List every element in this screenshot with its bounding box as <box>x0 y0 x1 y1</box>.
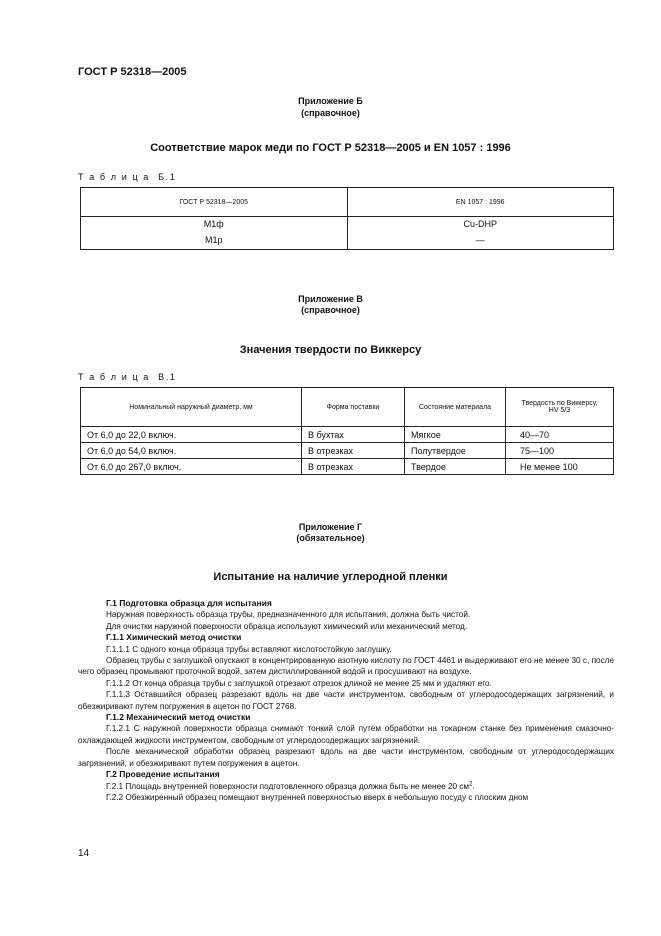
table-b1-header-en: EN 1057 : 1996 <box>347 188 614 217</box>
table-v1-caption: Т а б л и ц а В.1 <box>78 372 177 382</box>
table-v1 <box>80 387 614 475</box>
table-cell: В отрезках <box>302 443 405 459</box>
table-cell: Не менее 100 <box>506 459 614 475</box>
annex-b-kind: (справочное) <box>301 108 360 118</box>
annex-v-kind: (справочное) <box>301 305 360 315</box>
table-v1-header-diameter: Номинальный наружный диаметр, мм <box>81 388 302 427</box>
table-cell: — <box>347 231 614 250</box>
table-row <box>81 217 614 232</box>
table-cell: Мягкое <box>405 427 506 443</box>
annex-g-kind: (обязательное) <box>296 533 365 543</box>
paragraph: Г.1.1.1 С одного конца образца трубы вставляют кислотостойкую заглушку. <box>106 644 392 654</box>
table-b1-caption: Т а б л и ц а Б.1 <box>78 172 177 182</box>
section-heading: Г.2 Проведение испытания <box>106 769 220 780</box>
section-heading: Г.1 Подготовка образца для испытания <box>106 598 272 608</box>
paragraph: Г.1.1.3 Оставшийся образец разрезают вдоль на две части инструментом, свободным от углеродосодержащих загрязнений, и обезжиривают путем погружения в ацетон по ГОСТ 2768. <box>78 690 614 711</box>
table-b1-header-gost: ГОСТ Р 52318—2005 <box>81 188 348 217</box>
annex-g-label: Приложение Г <box>298 522 363 532</box>
table-b1 <box>80 187 614 250</box>
table-row <box>81 459 614 475</box>
table-row <box>81 231 614 250</box>
paragraph: Г.2.2 Обезжиренный образец помещают внутренней поверхностью вверх в небольшую посуду с плоским дном <box>106 792 529 802</box>
superscript: 2 <box>469 780 473 787</box>
paragraph: Наружная поверхность образца трубы, предназначенного для испытания, должна быть чистой. <box>106 610 471 620</box>
table-row <box>81 443 614 459</box>
hardness-header-line2: HV 5/3 <box>548 407 571 414</box>
table-v1-header-hardness <box>506 388 614 427</box>
page-number: 14 <box>78 848 90 859</box>
table-cell: М1ф <box>81 217 348 232</box>
paragraph: Образец трубы с заглушкой опускают в концентрированную азотную кислоту по ГОСТ 4461 и выдерживают его не менее 30 с, после чего образец промывают проточной водой, затем дистиллированной водой и просушивают на воздухе. <box>78 656 614 677</box>
paragraph <box>78 781 614 792</box>
table-cell: От 6,0 до 22,0 включ. <box>81 427 302 443</box>
table-cell: От 6,0 до 54,0 включ. <box>81 443 302 459</box>
standard-header: ГОСТ Р 52318—2005 <box>78 66 187 78</box>
annex-g-body <box>78 598 614 803</box>
hardness-header-line1: Твердость по Виккерсу, <box>521 400 598 407</box>
table-cell: 75—100 <box>506 443 614 459</box>
table-cell: От 6,0 до 267,0 включ. <box>81 459 302 475</box>
paragraph: После механической обработки образец разрезают вдоль на две части инструментом, свободным от углеродосодержащих загрязнений, и обезжиривают путем погружения в ацетон. <box>78 747 614 768</box>
table-cell: В бухтах <box>302 427 405 443</box>
annex-g-title: Испытание на наличие углеродной пленки <box>213 571 448 583</box>
annex-b-title: Соответствие марок меди по ГОСТ Р 52318—2005 и EN 1057 : 1996 <box>150 142 511 154</box>
paragraph-text: Г.2.1 Площадь внутренней поверхности подготовленного образца должна быть не менее 20 см <box>106 781 470 791</box>
section-heading: Г.1.1 Химический метод очистки <box>106 632 242 643</box>
table-cell: В отрезках <box>302 459 405 475</box>
table-cell: 40—70 <box>506 427 614 443</box>
paragraph: Г.1.2.1 С наружной поверхности образца снимают тонкий слой путем обработки на токарном станке без применения смазочно-охлаждающей жидкости инструментом, свободным от углеродосодержащих загрязнений. <box>78 724 614 745</box>
section-heading: Г.1.2 Механический метод очистки <box>106 712 251 723</box>
table-v1-header-form: Форма поставки <box>302 388 405 427</box>
annex-v-title: Значения твердости по Виккерсу <box>239 344 422 356</box>
paragraph: Г.1.1.2 От конца образца трубы с заглушкой отрезают отрезок длиной не менее 25 мм и удаляют его. <box>106 678 492 688</box>
table-cell: Твердое <box>405 459 506 475</box>
table-row <box>81 427 614 443</box>
table-cell: М1р <box>81 231 348 250</box>
annex-v-label: Приложение В <box>298 294 363 304</box>
table-v1-header-state: Состояние материала <box>405 388 506 427</box>
annex-b-label: Приложение Б <box>298 96 363 106</box>
paragraph: Для очистки наружной поверхности образца используют химический или механический метод. <box>106 621 468 631</box>
table-cell: Полутвердое <box>405 443 506 459</box>
paragraph-end: . <box>472 781 475 791</box>
table-cell: Cu-DHP <box>347 217 614 232</box>
